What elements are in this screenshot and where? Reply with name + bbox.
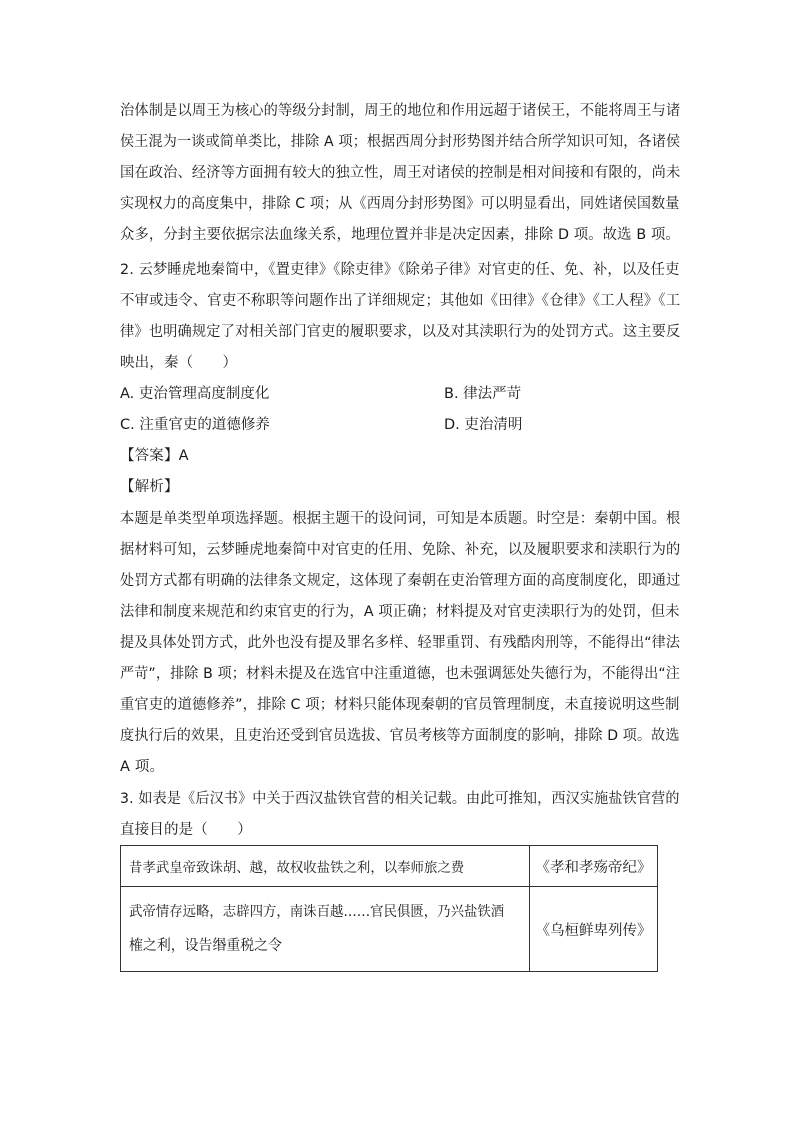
prev-analysis-line: 侯王混为一谈或简单类比，排除 A 项；根据西周分封形势图并结合所学知识可知，各诸侯 bbox=[120, 134, 681, 150]
q2-analysis-line: 法律和制度来规范和约束官吏的行为，A 项正确；材料提及对官吏渎职行为的处罚，但未 bbox=[120, 604, 680, 620]
q2-answer: 【答案】A bbox=[120, 448, 189, 464]
prev-analysis-line: 众多，分封主要依据宗法血缘关系，地理位置并非是决定因素，排除 D 项。故选 B 项。 bbox=[120, 227, 680, 243]
q3-stem-line: 直接目的是（ ） bbox=[120, 822, 252, 838]
prev-analysis-line: 国在政治、经济等方面拥有较大的独立性，周王对诸侯的控制是相对间接和有限的，尚未 bbox=[120, 165, 681, 181]
table-cell-line: 榷之利，设告缗重税之令 bbox=[129, 938, 282, 954]
q2-analysis-heading: 【解析】 bbox=[120, 479, 179, 495]
table-cell-line: 武帝情存远略，志辟四方，南诛百越……官民俱匮，乃兴盐铁酒 bbox=[129, 904, 505, 920]
q3-stem-line: 3. 如表是《后汉书》中关于西汉盐铁官营的相关记载。由此可推知，西汉实施盐铁官营的 bbox=[120, 791, 680, 807]
table-cell-source: 《乌桓鲜卑列传》 bbox=[530, 887, 658, 972]
table-cell-source: 《孝和孝殇帝纪》 bbox=[530, 846, 658, 887]
table-row bbox=[121, 846, 658, 887]
table-cell-text: 昔孝武皇帝致诛胡、越，故权收盐铁之利，以奉师旅之费 bbox=[121, 846, 530, 887]
q2-option-a: A. 吏治管理高度制度化 bbox=[120, 386, 270, 402]
q2-analysis-line: 严苛”，排除 B 项；材料未提及在选官中注重道德，也未强调惩处失德行为，不能得出“注 bbox=[120, 666, 680, 682]
q2-stem-line: 律》也明确规定了对相关部门官吏的履职要求，以及对其渎职行为的处罚方式。这主要反 bbox=[120, 324, 681, 340]
q2-option-c: C. 注重官吏的道德修养 bbox=[120, 417, 270, 433]
table-cell-text bbox=[121, 887, 530, 972]
q2-analysis-line: 本题是单类型单项选择题。根据主题干的设问词，可知是本质题。时空是：秦朝中国。根 bbox=[120, 511, 681, 527]
q2-analysis-line: 处罚方式都有明确的法律条文规定，这体现了秦朝在吏治管理方面的高度制度化，即通过 bbox=[120, 573, 681, 589]
q2-analysis-line: 重官吏的道德修养”，排除 C 项；材料只能体现秦朝的官员管理制度，未直接说明这些制 bbox=[120, 697, 680, 713]
q2-stem-line: 不审或违令、官吏不称职等问题作出了详细规定；其他如《田律》《仓律》《工人程》《工 bbox=[120, 293, 681, 309]
q2-option-d: D. 吏治清明 bbox=[444, 417, 523, 433]
table-row bbox=[121, 887, 658, 972]
q2-option-b: B. 律法严苛 bbox=[444, 386, 522, 402]
q2-analysis-line: 据材料可知，云梦睡虎地秦简中对官吏的任用、免除、补充，以及履职要求和渎职行为的 bbox=[120, 542, 681, 558]
q2-analysis-line: 度执行后的效果，且吏治还受到官员选拔、官员考核等方面制度的影响，排除 D 项。故选 bbox=[120, 728, 680, 744]
prev-analysis-line: 实现权力的高度集中，排除 C 项；从《西周分封形势图》可以明显看出，同姓诸侯国数量 bbox=[120, 196, 680, 212]
q2-analysis-line: A 项。 bbox=[120, 759, 165, 775]
q3-source-table bbox=[120, 845, 658, 972]
q2-stem-line: 2. 云梦睡虎地秦简中，《置吏律》《除吏律》《除弟子律》对官吏的任、免、补，以及任吏 bbox=[120, 262, 680, 278]
prev-analysis-line: 治体制是以周王为核心的等级分封制，周王的地位和作用远超于诸侯王，不能将周王与诸 bbox=[120, 103, 681, 119]
q2-analysis-line: 提及具体处罚方式，此外也没有提及罪名多样、轻罪重罚、有残酷肉刑等，不能得出“律法 bbox=[120, 635, 681, 651]
q2-stem-line: 映出，秦（ ） bbox=[120, 355, 238, 371]
